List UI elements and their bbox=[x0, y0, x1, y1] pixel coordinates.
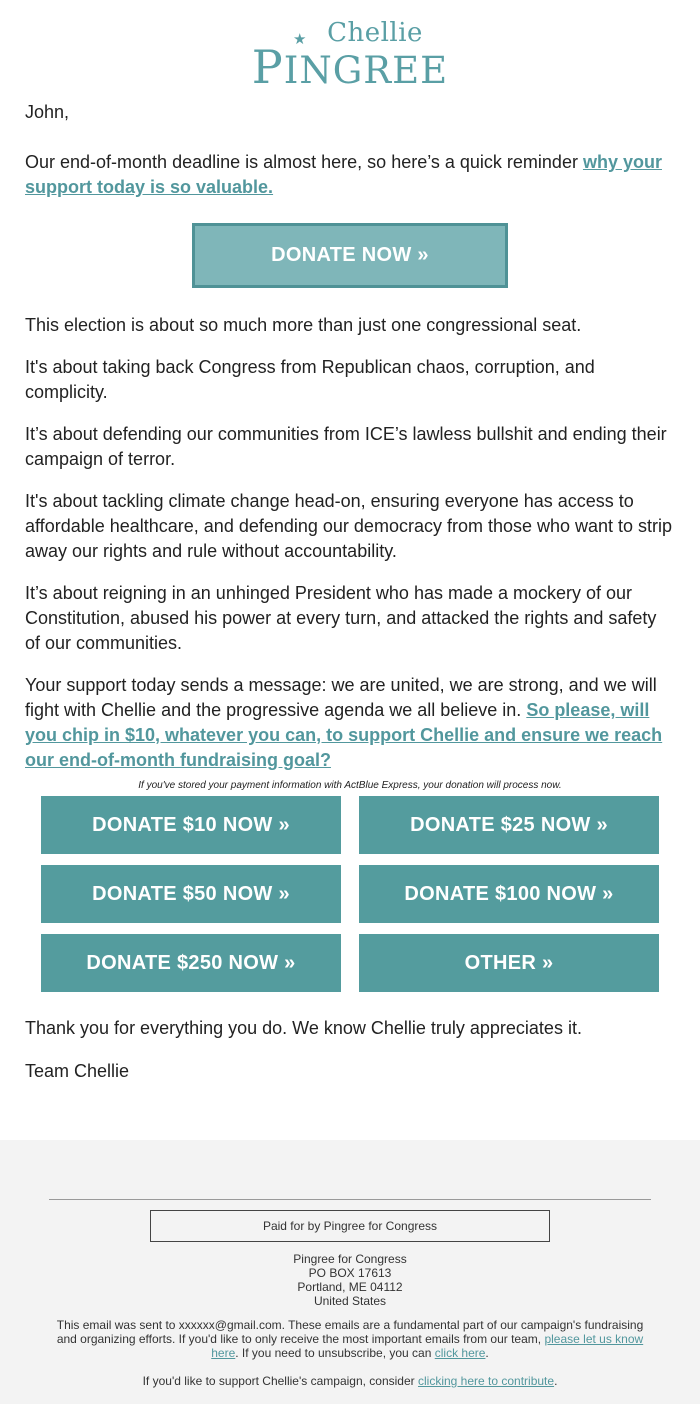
logo-first-name: Chellie bbox=[327, 18, 423, 48]
signature: Team Chellie bbox=[25, 1061, 130, 1081]
donate-other-button[interactable]: OTHER » bbox=[359, 934, 659, 992]
footer-divider bbox=[49, 1199, 651, 1200]
actblue-express-note: If you've stored your payment information with ActBlue Express, your donation will process now. bbox=[138, 780, 562, 791]
contribute-link[interactable]: clicking here to contribute bbox=[417, 1374, 555, 1388]
hero-button-wrap bbox=[25, 223, 675, 288]
appeal-paragraph: Your support today sends a message: we are united, we are strong, and we will fight with Chellie and the progressive agenda we all believe in. So please, will you chip in $10, whatever you can, to support Chellie and ensure we reach our end-of-month fundraising goal? bbox=[25, 675, 663, 770]
paid-for-box: Paid for by Pingree for Congress bbox=[150, 1210, 550, 1242]
donate-10-button[interactable]: DONATE $10 NOW » bbox=[41, 796, 341, 854]
intro-paragraph: Our end-of-month deadline is almost here, so here’s a quick reminder why your support today is so valuable. bbox=[25, 152, 662, 197]
mailing-address bbox=[0, 1252, 700, 1308]
address-line: Portland, ME 04112 bbox=[297, 1280, 403, 1294]
star-icon: ★ bbox=[293, 31, 307, 48]
thank-you-line: Thank you for everything you do. We know Chellie truly appreciates it. bbox=[25, 1018, 582, 1038]
campaign-logo bbox=[0, 0, 700, 100]
donate-25-button[interactable]: DONATE $25 NOW » bbox=[359, 796, 659, 854]
address-line: PO BOX 17613 bbox=[308, 1266, 392, 1280]
logo-last-name: PINGREE bbox=[251, 40, 449, 94]
paragraph-5: It’s about reigning in an unhinged President who has made a mockery of our Constitution, abused his power at every turn, and attacked the rights and safety of our communities. bbox=[25, 583, 657, 653]
donate-now-button[interactable]: DONATE NOW » bbox=[192, 223, 508, 288]
donate-100-button[interactable]: DONATE $100 NOW » bbox=[359, 865, 659, 923]
paragraph-3: It’s about defending our communities from ICE’s lawless bullshit and ending their campaign of terror. bbox=[25, 424, 667, 469]
unsubscribe-link[interactable]: click here bbox=[434, 1346, 486, 1360]
email-preferences-link[interactable]: please let us know here bbox=[211, 1332, 644, 1360]
message-content bbox=[0, 100, 700, 773]
support-line: If you'd like to support Chellie's campaign, consider clicking here to contribute. bbox=[142, 1374, 558, 1388]
paragraph-1: This election is about so much more than just one congressional seat. bbox=[25, 315, 582, 335]
donate-50-button[interactable]: DONATE $50 NOW » bbox=[41, 865, 341, 923]
closing-content bbox=[0, 1016, 700, 1084]
greeting: John, bbox=[25, 102, 70, 122]
donate-250-button[interactable]: DONATE $250 NOW » bbox=[41, 934, 341, 992]
address-line: United States bbox=[313, 1294, 387, 1308]
why-support-link[interactable]: why your support today is so valuable. bbox=[25, 152, 662, 197]
paragraph-4: It's about tackling climate change head-on, ensuring everyone has access to affordable healthcare, and defending our democracy from those who want to strip away our rights and rule without accountability. bbox=[25, 491, 673, 561]
paragraph-2: It's about taking back Congress from Republican chaos, corruption, and complicity. bbox=[25, 357, 595, 402]
email-footer bbox=[0, 1140, 700, 1404]
legal-notice: This email was sent to xxxxxx@gmail.com. These emails are a fundamental part of our campaign's fundraising and organizing efforts. If you'd like to only receive the most important emails from our team, please let us know here. If you need to unsubscribe, you can click here. bbox=[56, 1318, 644, 1360]
donation-button-grid bbox=[0, 796, 700, 992]
address-line: Pingree for Congress bbox=[293, 1252, 407, 1266]
chip-in-link[interactable]: So please, will you chip in $10, whatever you can, to support Chellie and ensure we reach our end-of-month fundraising goal? bbox=[25, 700, 663, 770]
